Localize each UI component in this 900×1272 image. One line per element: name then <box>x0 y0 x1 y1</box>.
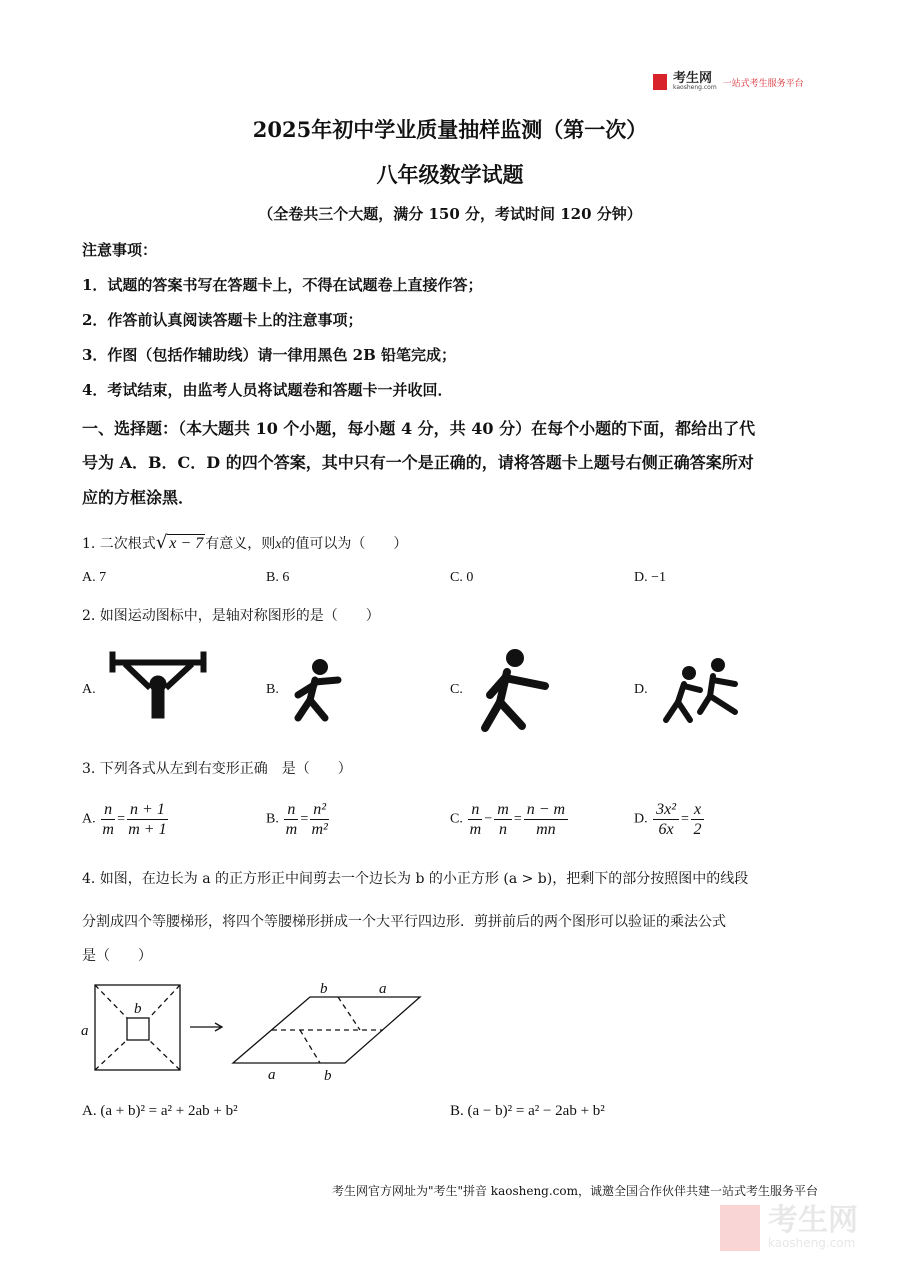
fraction-denominator: 2 <box>693 821 702 838</box>
q1-option-a: A. 7 <box>82 570 107 585</box>
q3-a-label: A. <box>82 811 96 827</box>
footer-text: 考生网官方网址为"考生"拼音 kaosheng.com，诚邀全国合作伙伴共建一站式考生服务平台 <box>331 1184 818 1198</box>
q4-option-b: B. (a − b)² = a² − 2ab + b² <box>450 1103 605 1119</box>
q1-option-b: B. 6 <box>266 570 290 585</box>
q3-d-label: D. <box>634 811 648 827</box>
fraction-denominator: m <box>285 821 298 838</box>
q1-pre: 1. 二次根式 <box>82 536 156 552</box>
fraction-denominator: m + 1 <box>128 821 167 838</box>
header-logo <box>653 73 804 91</box>
q1-option-c: C. 0 <box>450 570 474 585</box>
q3-b-label: B. <box>266 811 279 827</box>
q1-option-d: D. −1 <box>634 570 667 585</box>
fraction-numerator: 3x² <box>653 800 679 820</box>
watermark-logo <box>720 1205 858 1251</box>
q3-c-label: C. <box>450 811 463 827</box>
exam-subtitle: 八年级数学试题 <box>376 162 524 187</box>
fraction-numerator: n <box>101 800 115 820</box>
inner-square <box>127 1018 149 1040</box>
q1-post: 的值可以为（ ） <box>281 536 408 552</box>
section1-line2: 号为 A．B．C．D 的四个答案，其中只有一个是正确的，请将答题卡上题号右侧正确答案所对 <box>82 453 754 472</box>
q2-option-c: C. <box>450 682 463 697</box>
note-3: 3．作图（包括作辅助线）请一律用黑色 2B 铅笔完成； <box>82 346 456 364</box>
watermark-url: kaosheng.com <box>768 1236 856 1250</box>
note-2: 2．作答前认真阅读答题卡上的注意事项； <box>82 311 363 329</box>
fraction-numerator: n² <box>310 800 329 820</box>
watermark-name: 考生网 <box>768 1203 858 1238</box>
note-4: 4．考试结束，由监考人员将试题卷和答题卡一并收回． <box>82 381 453 399</box>
logo-url: kaosheng.com <box>673 84 717 91</box>
fraction-numerator: n <box>284 800 298 820</box>
fraction-denominator: m <box>102 821 114 838</box>
logo-slogan: 一站式考生服务平台 <box>722 78 804 89</box>
section1-line3: 应的方框涂黑． <box>82 488 195 507</box>
exam-info: （全卷共三个大题，满分 150 分，考试时间 120 分钟） <box>258 205 642 223</box>
question-3: 3. 下列各式从左到右变形正确 是（ ） <box>82 761 352 777</box>
q3-option-a: A. $\frac{n}{m}$ = $\frac{n + 1}{m + 1}$ <box>82 801 167 838</box>
q1-mid: 有意义，则 <box>205 536 276 552</box>
q2-option-a: A. <box>82 682 96 697</box>
q3-option-c: C. $\frac{n}{m}$ − $\frac{m}{n}$ = $\frac{n - m}{mn}$ <box>450 800 570 839</box>
q1-radicand: x − 7 <box>169 535 204 552</box>
fraction-denominator: 6x <box>658 821 674 838</box>
label-b: b <box>324 1068 332 1084</box>
exam-title: 2025年初中学业质量抽样监测（第一次） <box>252 117 648 142</box>
section1-line1: 一、选择题：（本大题共 10 个小题，每小题 4 分，共 40 分）在每个小题的下面，都给出了代 <box>82 419 756 438</box>
q2-option-b: B. <box>266 682 279 697</box>
fraction-denominator: mn <box>536 821 556 838</box>
fraction-denominator: m² <box>311 821 328 838</box>
boxer-icon <box>485 649 545 728</box>
q3-option-b: B. $\frac{n}{m}$ = $\frac{\text{n²}}{\text{m²}}$ <box>266 801 328 838</box>
q2-sport-icons <box>0 640 900 740</box>
label-b: b <box>320 981 328 997</box>
q4-line-2: 分割成四个等腰梯形，将四个等腰梯形拼成一个大平行四边形．剪拼前后的两个图形可以验证的乘法公式 <box>82 914 726 930</box>
fraction-numerator: n − m <box>524 800 568 820</box>
q4-line-1: 4. 如图，在边长为 a 的正方形正中间剪去一个边长为 b 的小正方形 (a > b)，把剩下的部分按照图中的线段 <box>82 871 749 887</box>
fraction-numerator: n + 1 <box>127 800 168 820</box>
q4-figure <box>0 975 450 1085</box>
q1-var: x <box>275 537 282 552</box>
question-2: 2. 如图运动图标中，是轴对称图形的是（ ） <box>82 608 380 624</box>
label-a: a <box>81 1023 89 1039</box>
two-runners-icon <box>666 658 735 720</box>
fraction-numerator: x <box>691 800 704 820</box>
logo-name: 考生网 <box>673 71 713 86</box>
q3-option-d: D. $\frac{\text{3x²}}{6x}$ = $\frac{x}{2}$ <box>634 800 706 839</box>
q2-option-d: D. <box>634 682 648 697</box>
fraction-denominator: n <box>499 821 508 838</box>
fraction-denominator: m <box>469 821 482 838</box>
weightlifter-icon <box>110 652 206 718</box>
q4-line-3: 是（ ） <box>82 948 152 964</box>
fraction-numerator: n <box>468 800 482 820</box>
logo-mark-icon <box>653 74 667 90</box>
fraction-numerator: m <box>494 800 512 820</box>
watermark-mark-icon <box>720 1205 760 1251</box>
label-a: a <box>379 981 387 997</box>
question-1: 1. 二次根式√ x − 7 有意义，则x的值可以为（ ） <box>82 532 408 553</box>
label-b: b <box>134 1001 142 1017</box>
q4-option-a: A. (a + b)² = a² + 2ab + b² <box>82 1103 238 1119</box>
label-a: a <box>268 1067 276 1083</box>
note-1: 1．试题的答案书写在答题卡上，不得在试题卷上直接作答； <box>82 276 483 294</box>
notes-heading: 注意事项： <box>82 241 158 259</box>
runner-icon <box>298 659 338 718</box>
